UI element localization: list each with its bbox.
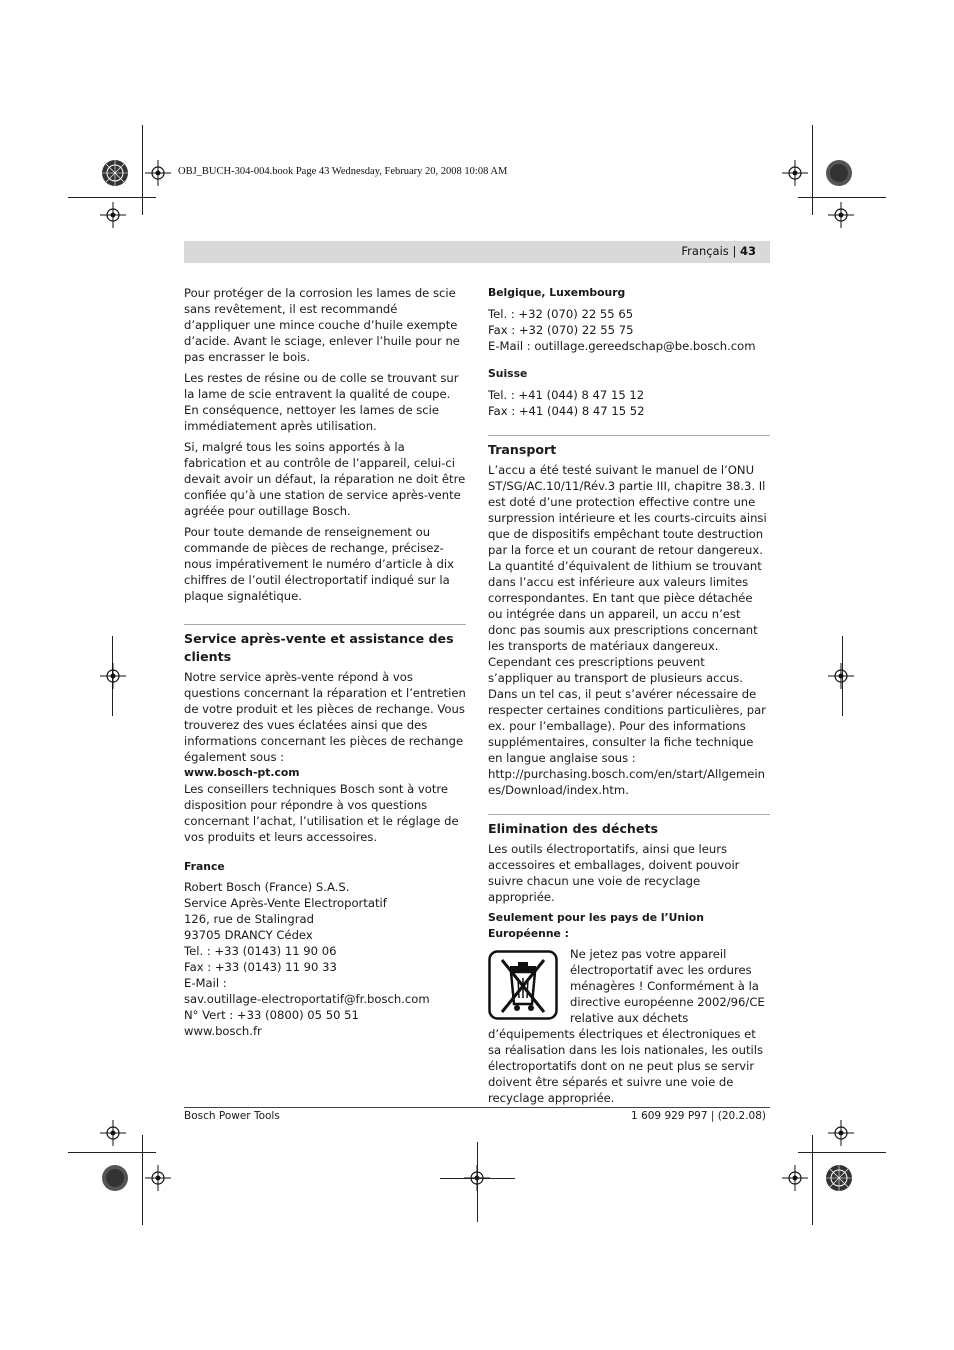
weee-block — [488, 946, 770, 1106]
eu-heading: Seulement pour les pays de l’Union Européenne : — [488, 911, 704, 940]
crop-mark — [68, 197, 156, 198]
crosshair-mark-icon — [145, 1165, 171, 1191]
phone-line: N° Vert : +33 (0800) 05 50 51 — [184, 1008, 359, 1022]
address-line: 126, rue de Stalingrad — [184, 912, 314, 926]
email-link[interactable]: E-Mail : outillage.gereedschap@be.bosch.com — [488, 339, 756, 353]
crosshair-mark-icon — [828, 663, 854, 689]
section-heading-elimination: Elimination des déchets — [488, 814, 770, 838]
right-column — [488, 285, 770, 1106]
footer-rule — [184, 1107, 770, 1108]
crop-mark — [142, 125, 143, 215]
crosshair-mark-icon — [100, 202, 126, 228]
book-info-line: OBJ_BUCH-304-004.book Page 43 Wednesday, February 20, 2008 10:08 AM — [178, 166, 508, 177]
section-heading-service: Service après-vente et assistance des clients — [184, 624, 466, 666]
paragraph: Pour toute demande de renseignement ou commande de pièces de rechange, précisez-nous impérativement le numéro d’article à dix chiffres de l’outil électroportatif indiqué sur la plaque signalétique. — [184, 525, 454, 603]
address-line: 93705 DRANCY Cédex — [184, 928, 313, 942]
page-header — [681, 244, 756, 258]
crop-mark — [477, 1142, 478, 1222]
registration-target-icon — [824, 1163, 854, 1193]
france-heading: France — [184, 860, 225, 873]
crop-mark — [798, 1152, 886, 1153]
crosshair-mark-icon — [828, 1120, 854, 1146]
crosshair-mark-icon — [828, 202, 854, 228]
phone-line: Tel. : +41 (044) 8 47 15 12 — [488, 388, 645, 402]
service-text: Notre service après-vente répond à vos questions concernant la réparation et l’entretien de votre produit et les pièces de rechange. Vous trouverez des vues éclatées ainsi que des informations concernant les pièces de rechange également sous : — [184, 670, 466, 764]
email-link[interactable]: sav.outillage-electroportatif@fr.bosch.com — [184, 992, 430, 1006]
belgium-heading: Belgique, Luxembourg — [488, 286, 626, 299]
crop-mark — [142, 1135, 143, 1225]
advisors-text: Les conseillers techniques Bosch sont à votre disposition pour répondre à vos questions concernant l’achat, l’utilisation et le réglage de vos produits et leurs accessoires. — [184, 782, 459, 844]
address-line: Service Après-Vente Electroportatif — [184, 896, 387, 910]
registration-target-icon — [100, 158, 130, 188]
elimination-text: Les outils électroportatifs, ainsi que leurs accessoires et emballages, doivent pouvoir suivre chacun une voie de recyclage appropriée. — [488, 842, 740, 904]
registration-target-icon — [100, 1163, 130, 1193]
phone-line: Tel. : +33 (0143) 11 90 06 — [184, 944, 337, 958]
page-header-bar — [184, 241, 770, 263]
footer-document-number: 1 609 929 P97 | (20.2.08) — [631, 1110, 766, 1122]
crosshair-mark-icon — [782, 160, 808, 186]
header-separator: | — [732, 244, 737, 258]
phone-line: Tel. : +32 (070) 22 55 65 — [488, 307, 634, 321]
left-column — [184, 285, 466, 1039]
address-line: Robert Bosch (France) S.A.S. — [184, 880, 350, 894]
website-link[interactable]: www.bosch.fr — [184, 1024, 262, 1038]
fax-line: Fax : +32 (070) 22 55 75 — [488, 323, 634, 337]
page-number: 43 — [739, 244, 756, 258]
fax-line: Fax : +33 (0143) 11 90 33 — [184, 960, 337, 974]
eu-disposal-text: Ne jetez pas votre appareil électroportatif avec les ordures ménagères ! Conformément à la directive européenne 2002/96/CE relative aux déchets d’équipements électriques et électroniques et sa réalisation dans les lois nationales, les outils électroportatifs dont on ne peut plus se servir doivent être séparés et suivre une voie de recyclage appropriée. — [488, 947, 765, 1105]
paragraph: Si, malgré tous les soins apportés à la fabrication et au contrôle de l’appareil, celui-ci devait avoir un défaut, la réparation ne doit être confiée qu’à une station de service après-vente agréée pour outillage Bosch. — [184, 440, 466, 518]
crosshair-mark-icon — [782, 1165, 808, 1191]
section-heading-transport: Transport — [488, 435, 770, 459]
crop-mark — [812, 1135, 813, 1225]
header-language: Français — [681, 244, 729, 258]
service-url-link[interactable]: www.bosch-pt.com — [184, 766, 300, 779]
crop-mark — [68, 1152, 156, 1153]
email-label: E-Mail : — [184, 976, 227, 990]
crossed-out-wheelie-bin-icon — [488, 950, 558, 1020]
fax-line: Fax : +41 (044) 8 47 15 52 — [488, 404, 645, 418]
crop-mark — [812, 125, 813, 215]
crosshair-mark-icon — [145, 160, 171, 186]
transport-text: L’accu a été testé suivant le manuel de l’ONU ST/SG/AC.10/11/Rév.3 partie III, chapitre 38.3. Il est doté d’une protection effective contre une surpression intérieure et les courts-circuits ainsi que de dispositifs empêchant toute destruction par la force et un courant de retour dangereux. La quantité d’équivalent de lithium se trouvant dans l’accu est inférieure aux valeurs limites correspondantes. En tant que pièce détachée ou intégrée dans un appareil, un accu n’est donc pas soumis aux prescriptions concernant les transports de matériaux dangereux. Cependant ces prescriptions peuvent s’appliquer au transport de plusieurs accus. Dans un tel cas, il peut s’avérer nécessaire de respecter certaines conditions particulières, par ex. pour l’emballage). Pour des informations supplémentaires, consulter la fiche technique en langue anglaise sous : http://purchasing.bosch.com/en/start/Allgemeines/Download/index.htm. — [488, 463, 767, 797]
crop-mark — [798, 197, 886, 198]
suisse-heading: Suisse — [488, 367, 528, 380]
paragraph: Pour protéger de la corrosion les lames de scie sans revêtement, il est recommandé d’appliquer une mince couche d’huile exempte d’acide. Avant le sciage, enlever l’huile pour ne pas encrasser le bois. — [184, 286, 460, 364]
crosshair-mark-icon — [100, 663, 126, 689]
registration-target-icon — [824, 158, 854, 188]
crosshair-mark-icon — [100, 1120, 126, 1146]
paragraph: Les restes de résine ou de colle se trouvant sur la lame de scie entravent la qualité de coupe. En conséquence, nettoyer les lames de scie immédiatement après utilisation. — [184, 371, 459, 433]
footer-brand: Bosch Power Tools — [184, 1110, 280, 1122]
